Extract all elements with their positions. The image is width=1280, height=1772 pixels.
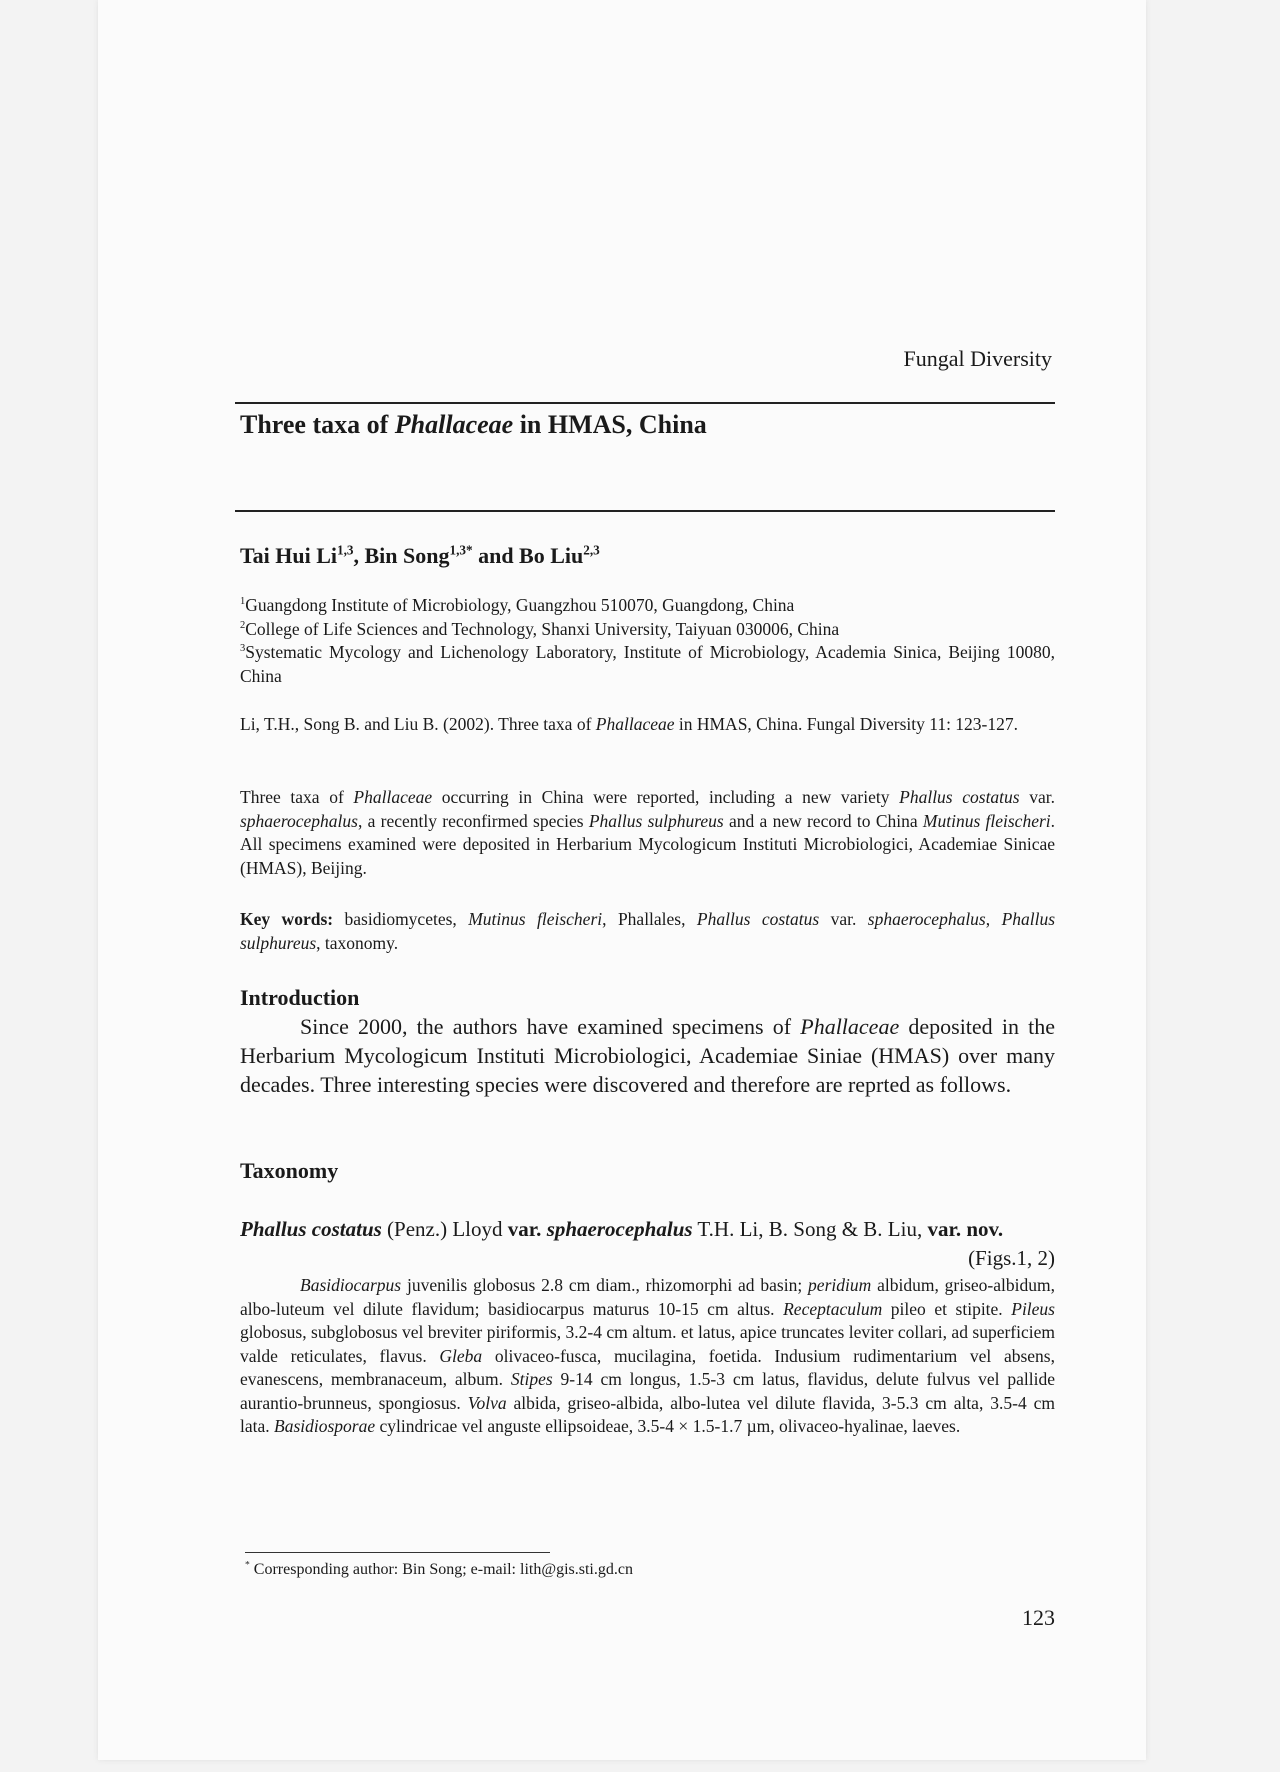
taxonomy-heading: Taxonomy	[240, 1158, 339, 1183]
abstract: Three taxa of Phallaceae occurring in China were reported, including a new variety Phallus costatus var. sphaerocephalus, a recently reconfirmed species Phallus sulphureus and a new record to China Mutinus fleischeri. All specimens examined were deposited in Herbarium Mycologicum Instituti Microbiologici, Academiae Sinicae (HMAS), Beijing.	[240, 787, 1056, 878]
description-text: cylindricae vel anguste ellipsoideae, 3.5-4 × 1.5-1.7 µm, olivaceo-hyalinae, laeves.	[375, 1416, 961, 1436]
paper-page	[98, 0, 1146, 1760]
figure-reference: (Figs.1, 2)	[968, 1246, 1055, 1270]
affiliation-2: $^2$College of Life Sciences and Technology, Shanxi University, Taiyuan 030006, China	[240, 618, 840, 639]
description-term: Volva	[467, 1392, 507, 1413]
affiliations	[240, 594, 1055, 688]
description-text: pileo et stipite.	[882, 1298, 1012, 1319]
introduction-heading: Introduction	[240, 985, 360, 1010]
description-text: juvenilis globosus 2.8 cm diam., rhizomorphi ad basin;	[401, 1275, 809, 1295]
description-term: Receptaculum	[783, 1298, 883, 1319]
description-term: Pileus	[1011, 1298, 1055, 1319]
citation: Li, T.H., Song B. and Liu B. (2002). Three taxa of Phallaceae in HMAS, China. Fungal Diversity 11: 123-127.	[240, 714, 1019, 734]
description-term: Gleba	[439, 1345, 483, 1366]
introduction-body: Since 2000, the authors have examined specimens of Phallaceae deposited in the Herbarium Mycologicum Instituti Microbiologici, Academiae Siniae (HMAS) over many decades. Three interesting species were discovered and therefore are reprted as follows.	[240, 1014, 1055, 1097]
journal-name: Fungal Diversity	[903, 346, 1052, 371]
species-heading: Phallus costatus (Penz.) Lloyd var. sphaerocephalus T.H. Li, B. Song & B. Liu, var. nov. (Figs.1, 2)	[240, 1215, 1055, 1273]
description-text: albida, griseo-albida, albo-lutea vel dilute flavida, 3-5.3 cm alta, 3.5-4 cm lata.	[240, 1392, 1055, 1436]
species-description	[240, 1274, 1055, 1439]
page-number: 123	[1022, 1605, 1055, 1630]
affiliation-3: $^3$Systematic Mycology and Lichenology Laboratory, Institute of Microbiology, Academia Sinica, Beijing 10080, China	[240, 642, 1055, 686]
footnote: * Corresponding author: Bin Song; e-mail: lith@gis.sti.gd.cn	[245, 1559, 633, 1578]
description-text: globosus, subglobosus vel breviter piriformis, 3.2-4 cm altum. et latus, apice truncates leviter collari, ad superficiem valde reticulates, flavus.	[240, 1322, 1055, 1366]
description-text: 9-14 cm longus, 1.5-3 cm latus, flavidus, delute fulvus vel pallide aurantio-brunneus, spongiosus.	[240, 1369, 1055, 1413]
description-text: olivaceo-fusca, mucilagina, foetida. Indusium rudimentarium vel absens, evanescens, membranaceum, album.	[240, 1345, 1055, 1389]
affiliation-1: $^1$Guangdong Institute of Microbiology, Guangzhou 510070, Guangdong, China	[240, 595, 795, 615]
title-bottom-rule	[235, 510, 1055, 512]
article-title: Three taxa of Phallaceae in HMAS, China	[240, 410, 707, 439]
keywords: Key words: basidiomycetes, Mutinus fleischeri, Phallales, Phallus costatus var. sphaerocephalus, Phallus sulphureus, taxonomy.	[240, 909, 1056, 953]
description-term: Stipes	[510, 1369, 553, 1389]
description-term: peridium	[808, 1275, 872, 1295]
title-top-rule	[235, 402, 1055, 404]
description-term: Basidiosporae	[274, 1416, 376, 1436]
description-text: albidum, griseo-albidum, albo-luteum vel dilute flavidum; basidiocarpus maturus 10-15 cm altus.	[240, 1275, 1055, 1319]
description-term: Basidiocarpus	[300, 1275, 402, 1295]
footnote-rule	[245, 1552, 550, 1553]
author-list: Tai Hui Li$^{1,3}$, Bin Song$^{1,3*}$ and Bo Liu$^{2,3}$	[240, 542, 600, 568]
